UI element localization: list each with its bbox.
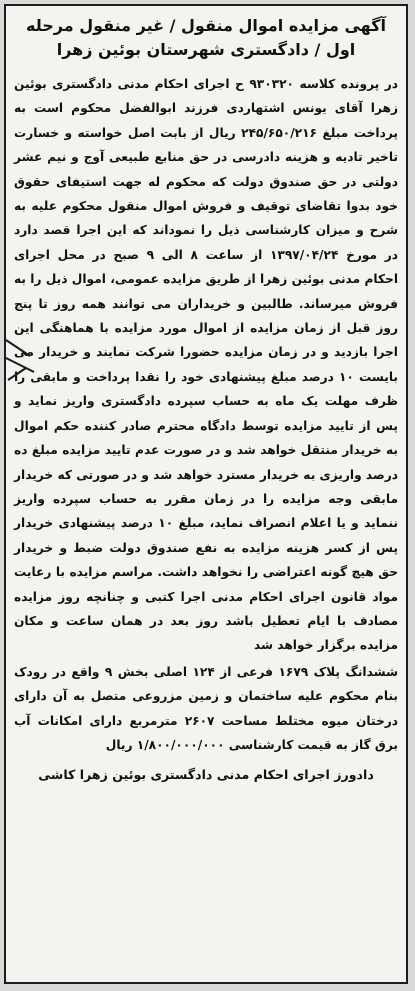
- notice-signature: دادورز اجرای احکام مدنی دادگستری بوئین زهرا کاشی: [38, 767, 374, 783]
- notice-title-line-2: اول / دادگستری شهرستان بوئین زهرا: [56, 40, 356, 59]
- notice-body-paragraph: در پرونده کلاسه ۹۳۰۳۲۰ ح اجرای احکام مدنی دادگستری بوئین زهرا آقای یونس اشتهاردی فرزند ابوالفضل محکوم است به پرداخت مبلغ ۲۴۵/۶۵۰/۲۱۶ ریال از بابت اصل خواسته و خسارت تاخیر تادیه و هزینه دادرسی در حق منابع طبیعی آوج و نیم عشر دولتی در حق صندوق دولت که محکوم له جهت استیفای حقوق خود بدوا تقاضای توقیف و فروش اموال منقول محکوم علیه به شرح و میزان کارشناسی ذیل را نموداند که این اجرا قصد دارد در مورخ ۱۳۹۷/۰۴/۲۴ از ساعت ۸ الی ۹ صبح در محل اجرای احکام مدنی بوئین زهرا از طریق مزایده عمومی، اموال ذیل را به فروش میرساند. طالبین و خریداران می توانند همه روز تا پنج روز قبل از زمان مزایده از اموال مورد مزایده با هماهنگی این اجرا بازدید و در زمان مزایده حضورا شرکت نمایند و خریدار می بایست ۱۰ درصد مبلغ پیشنهادی خود را نقدا پرداخت و مابقی را ظرف مهلت یک ماه به حساب سپرده دادگستری واریز نماید و پس از تایید مزایده توسط دادگاه محترم صادر کننده حکم اموال به خریدار منتقل خواهد شد و در صورت عدم تایید مزایده مبلغ ده درصد واریزی به خریدار مسترد خواهد شد و در صورتی که خریدار مابقی وجه مزایده را در زمان مقرر به حساب سپرده واریز ننماید و یا اعلام انصراف نماید، مبلغ ۱۰ درصد پیشنهادی خریدار پس از کسر هزینه مزایده به نفع صندوق دولت ضبط و خریدار حق هیچ گونه اعتراضی را نخواهد داشت. مراسم مزایده با رعایت مواد قانون اجرای احکام مدنی اجرا کتبی و چنانچه روز مزایده مصادف با ایام تعطیل باشد روز بعد در همان ساعت و مکان مزایده برگزار خواهد شد: [14, 77, 399, 653]
- notice-title-line-1: آگهی مزایده اموال منقول / غیر منقول مرحله: [26, 16, 386, 35]
- newspaper-clipping: [4, 4, 408, 984]
- property-description-paragraph: ششدانگ پلاک ۱۶۷۹ فرعی از ۱۲۴ اصلی بخش ۹ واقع در رودک بنام محکوم علیه ساختمان و زمین مزروعی متصل به آن دارای درختان میوه مختلط مساحت ۲۶۰۷ مترمربع دارای امکانات آب برق گاز به قیمت کارشناسی ۱/۸۰۰/۰۰۰/۰۰۰ ریال: [14, 664, 398, 752]
- notice-content: [14, 12, 398, 976]
- notice-title: [14, 14, 398, 62]
